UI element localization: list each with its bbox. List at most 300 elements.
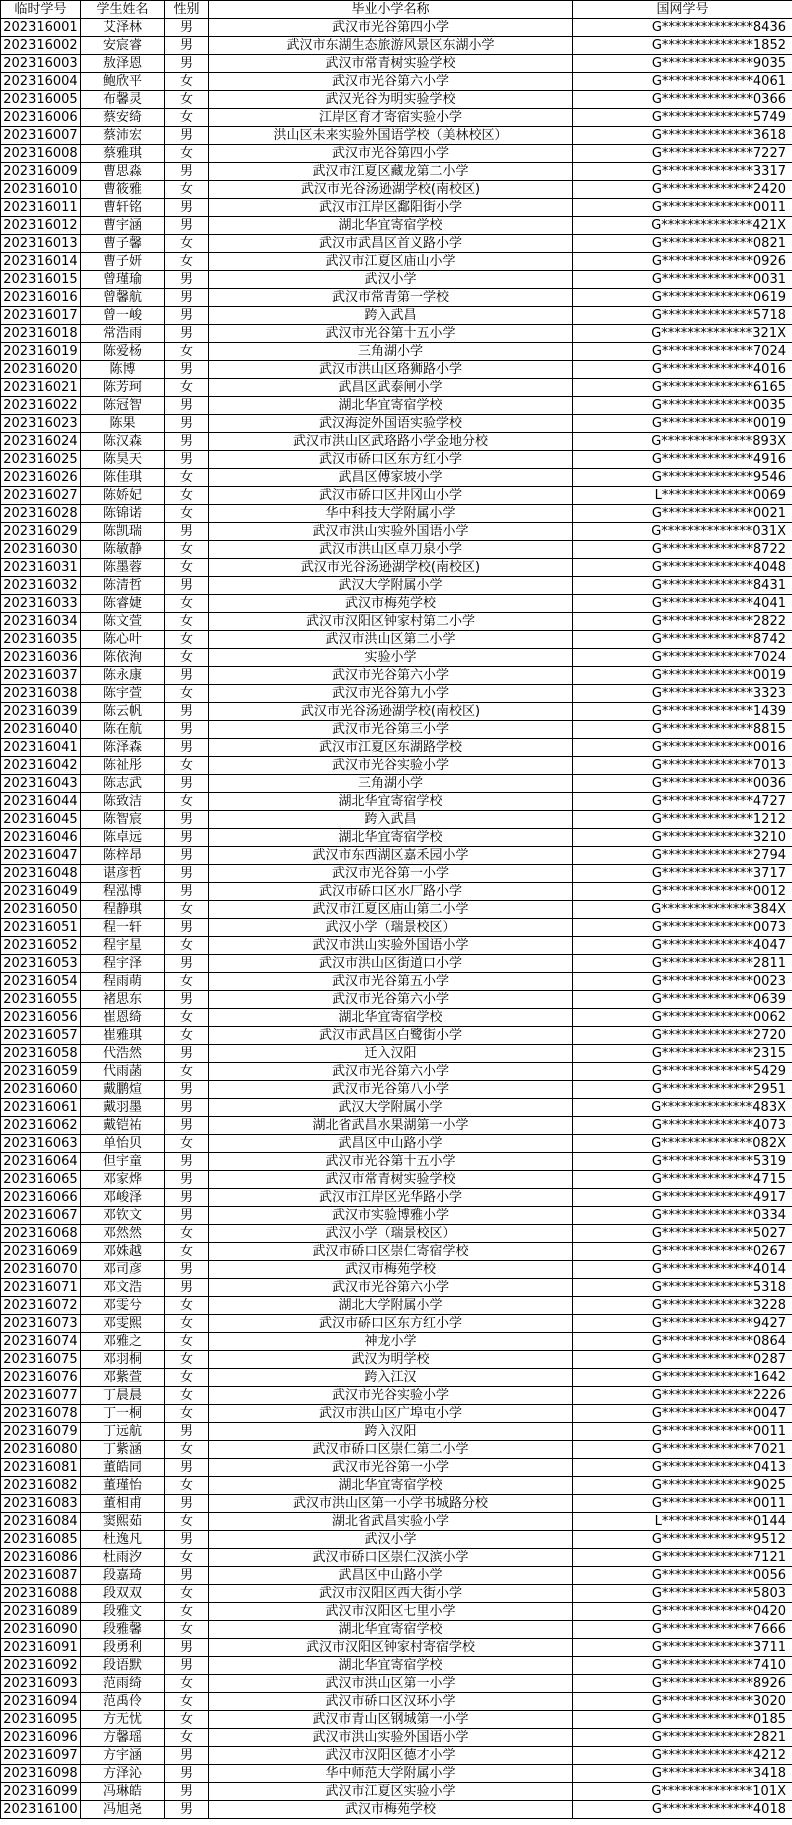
cell-temp-id: 202316013 [1,235,81,253]
cell-gender: 男 [165,721,209,739]
table-row [1,505,792,523]
cell-temp-id: 202316020 [1,361,81,379]
cell-primary-school: 武汉市江夏区庙山第二小学 [209,901,573,919]
table-row [1,1279,792,1297]
cell-national-id: G**************0035 [573,397,792,415]
cell-national-id: G**************0011 [573,199,792,217]
cell-national-id: G**************4073 [573,1117,792,1135]
cell-student-name: 陈依洵 [81,649,165,667]
cell-temp-id: 202316048 [1,865,81,883]
cell-gender: 男 [165,1153,209,1171]
cell-national-id: G**************3418 [573,1765,792,1783]
cell-gender: 男 [165,199,209,217]
cell-national-id: G**************9546 [573,469,792,487]
cell-gender: 男 [165,1783,209,1801]
table-row [1,199,792,217]
cell-student-name: 陈昊天 [81,451,165,469]
cell-gender: 女 [165,973,209,991]
cell-primary-school: 武汉市光谷第三小学 [209,721,573,739]
cell-primary-school: 武汉市汉阳区德才小学 [209,1747,573,1765]
cell-gender: 男 [165,847,209,865]
cell-gender: 女 [165,1225,209,1243]
cell-temp-id: 202316036 [1,649,81,667]
cell-primary-school: 湖北华宜寄宿学校 [209,1657,573,1675]
cell-national-id: G**************0047 [573,1405,792,1423]
cell-gender: 男 [165,667,209,685]
cell-gender: 女 [165,235,209,253]
cell-temp-id: 202316061 [1,1099,81,1117]
cell-student-name: 陈泽森 [81,739,165,757]
cell-student-name: 窦熙茹 [81,1513,165,1531]
cell-student-name: 陈敏静 [81,541,165,559]
cell-primary-school: 武汉市硚口区汉环小学 [209,1693,573,1711]
cell-student-name: 蔡沛宏 [81,127,165,145]
table-row [1,739,792,757]
table-row [1,1441,792,1459]
table-row [1,937,792,955]
cell-primary-school: 武汉市梅苑学校 [209,1261,573,1279]
cell-primary-school: 跨入武昌 [209,307,573,325]
cell-student-name: 陈佳琪 [81,469,165,487]
cell-primary-school: 三角湖小学 [209,775,573,793]
cell-national-id: G**************2951 [573,1081,792,1099]
cell-student-name: 代雨菡 [81,1063,165,1081]
cell-gender: 女 [165,1297,209,1315]
table-row [1,1045,792,1063]
cell-national-id: G**************0056 [573,1567,792,1585]
cell-student-name: 陈果 [81,415,165,433]
cell-national-id: G**************0019 [573,415,792,433]
cell-primary-school: 武汉市洪山区广埠屯小学 [209,1405,573,1423]
cell-student-name: 丁远航 [81,1423,165,1441]
cell-primary-school: 跨入武昌 [209,811,573,829]
cell-temp-id: 202316032 [1,577,81,595]
table-row [1,703,792,721]
cell-student-name: 邓司彦 [81,1261,165,1279]
cell-temp-id: 202316097 [1,1747,81,1765]
cell-gender: 女 [165,559,209,577]
cell-primary-school: 武汉市江岸区光华路小学 [209,1189,573,1207]
cell-student-name: 段雅文 [81,1603,165,1621]
cell-primary-school: 武汉市硚口区崇仁寄宿学校 [209,1243,573,1261]
table-row [1,865,792,883]
cell-gender: 男 [165,1567,209,1585]
table-row [1,361,792,379]
cell-gender: 男 [165,1207,209,1225]
cell-gender: 男 [165,1639,209,1657]
cell-student-name: 冯琳皓 [81,1783,165,1801]
cell-gender: 女 [165,1729,209,1747]
cell-temp-id: 202316052 [1,937,81,955]
cell-student-name: 陈梓昂 [81,847,165,865]
cell-gender: 男 [165,703,209,721]
cell-national-id: G**************4041 [573,595,792,613]
cell-student-name: 丁晨晨 [81,1387,165,1405]
cell-national-id: G**************4917 [573,1189,792,1207]
table-row [1,1117,792,1135]
cell-national-id: G**************1852 [573,37,792,55]
cell-primary-school: 武汉市光谷第六小学 [209,1063,573,1081]
cell-student-name: 邓钦文 [81,1207,165,1225]
cell-gender: 男 [165,919,209,937]
cell-student-name: 敖泽恩 [81,55,165,73]
cell-student-name: 冯旭尧 [81,1801,165,1819]
cell-gender: 女 [165,487,209,505]
table-row [1,1585,792,1603]
cell-national-id: G**************0821 [573,235,792,253]
cell-temp-id: 202316026 [1,469,81,487]
cell-student-name: 方泽沁 [81,1765,165,1783]
cell-gender: 女 [165,181,209,199]
cell-temp-id: 202316002 [1,37,81,55]
cell-temp-id: 202316018 [1,325,81,343]
cell-primary-school: 武汉市东湖生态旅游风景区东湖小学 [209,37,573,55]
cell-national-id: G**************483X [573,1099,792,1117]
cell-primary-school: 武汉市常青树实验学校 [209,55,573,73]
cell-temp-id: 202316060 [1,1081,81,1099]
cell-gender: 男 [165,19,209,37]
cell-temp-id: 202316021 [1,379,81,397]
cell-student-name: 邓家烨 [81,1171,165,1189]
cell-gender: 男 [165,37,209,55]
table-row [1,631,792,649]
cell-primary-school: 武汉市江夏区庙山小学 [209,253,573,271]
cell-student-name: 曾瑾瑜 [81,271,165,289]
cell-primary-school: 武汉市洪山区第一小学书城路分校 [209,1495,573,1513]
cell-national-id: G**************2822 [573,613,792,631]
cell-student-name: 段嘉琦 [81,1567,165,1585]
cell-student-name: 段语默 [81,1657,165,1675]
cell-primary-school: 湖北华宜寄宿学校 [209,829,573,847]
cell-student-name: 邓文浩 [81,1279,165,1297]
header-national-id: 国网学号 [573,1,792,19]
cell-temp-id: 202316068 [1,1225,81,1243]
table-row [1,1657,792,1675]
cell-student-name: 陈凯瑞 [81,523,165,541]
table-row [1,1171,792,1189]
cell-gender: 男 [165,163,209,181]
cell-student-name: 安宸睿 [81,37,165,55]
cell-national-id: G**************7121 [573,1549,792,1567]
cell-temp-id: 202316030 [1,541,81,559]
table-row [1,1693,792,1711]
cell-student-name: 谌彦哲 [81,865,165,883]
cell-gender: 女 [165,1711,209,1729]
cell-primary-school: 武汉市洪山实验外国语小学 [209,937,573,955]
cell-temp-id: 202316090 [1,1621,81,1639]
cell-temp-id: 202316053 [1,955,81,973]
cell-national-id: G**************0019 [573,667,792,685]
cell-student-name: 鲍欣平 [81,73,165,91]
cell-student-name: 艾泽林 [81,19,165,37]
cell-primary-school: 武汉光谷为明实验学校 [209,91,573,109]
cell-primary-school: 湖北省武昌实验小学 [209,1513,573,1531]
cell-primary-school: 武汉市硚口区崇仁汉滨小学 [209,1549,573,1567]
cell-national-id: G**************0012 [573,883,792,901]
cell-gender: 男 [165,451,209,469]
cell-gender: 男 [165,217,209,235]
cell-primary-school: 武汉市梅苑学校 [209,1801,573,1819]
cell-primary-school: 武汉市汉阳区西大街小学 [209,1585,573,1603]
cell-temp-id: 202316071 [1,1279,81,1297]
cell-student-name: 程雨萌 [81,973,165,991]
table-row [1,109,792,127]
cell-primary-school: 湖北华宜寄宿学校 [209,217,573,235]
cell-temp-id: 202316010 [1,181,81,199]
cell-primary-school: 武汉市洪山区珞狮路小学 [209,361,573,379]
cell-gender: 女 [165,253,209,271]
cell-temp-id: 202316055 [1,991,81,1009]
cell-temp-id: 202316024 [1,433,81,451]
cell-primary-school: 湖北省武昌水果湖第一小学 [209,1117,573,1135]
cell-gender: 男 [165,1279,209,1297]
cell-student-name: 陈娇妃 [81,487,165,505]
cell-temp-id: 202316058 [1,1045,81,1063]
cell-national-id: G**************2720 [573,1027,792,1045]
cell-national-id: G**************0073 [573,919,792,937]
table-row [1,1225,792,1243]
table-row [1,1801,792,1819]
cell-student-name: 戴铠祐 [81,1117,165,1135]
cell-primary-school: 武汉市洪山区街道口小学 [209,955,573,973]
cell-temp-id: 202316016 [1,289,81,307]
cell-national-id: G**************1439 [573,703,792,721]
cell-primary-school: 江岸区育才寄宿实验小学 [209,109,573,127]
cell-national-id: G**************4212 [573,1747,792,1765]
table-row [1,1729,792,1747]
cell-student-name: 单怡贝 [81,1135,165,1153]
cell-temp-id: 202316015 [1,271,81,289]
cell-temp-id: 202316007 [1,127,81,145]
cell-gender: 女 [165,505,209,523]
cell-primary-school: 武汉市汉阳区钟家村寄宿学校 [209,1639,573,1657]
cell-gender: 女 [165,1549,209,1567]
table-row [1,1459,792,1477]
cell-student-name: 陈志武 [81,775,165,793]
table-row [1,1009,792,1027]
cell-temp-id: 202316042 [1,757,81,775]
table-row [1,1783,792,1801]
cell-gender: 女 [165,541,209,559]
cell-temp-id: 202316028 [1,505,81,523]
cell-student-name: 布馨灵 [81,91,165,109]
cell-student-name: 段勇利 [81,1639,165,1657]
cell-student-name: 程泓博 [81,883,165,901]
cell-temp-id: 202316038 [1,685,81,703]
cell-national-id: G**************4727 [573,793,792,811]
cell-national-id: G**************2420 [573,181,792,199]
cell-gender: 男 [165,739,209,757]
table-row [1,217,792,235]
cell-primary-school: 跨入汉阳 [209,1423,573,1441]
cell-temp-id: 202316008 [1,145,81,163]
cell-student-name: 丁一桐 [81,1405,165,1423]
cell-student-name: 崔雅琪 [81,1027,165,1045]
cell-student-name: 范雨绮 [81,1675,165,1693]
cell-gender: 男 [165,1495,209,1513]
cell-gender: 男 [165,1045,209,1063]
cell-primary-school: 武汉市洪山区第二小学 [209,631,573,649]
cell-gender: 男 [165,397,209,415]
cell-national-id: G**************082X [573,1135,792,1153]
cell-primary-school: 武汉小学 [209,271,573,289]
cell-primary-school: 武汉市江夏区藏龙第二小学 [209,163,573,181]
cell-gender: 男 [165,325,209,343]
cell-student-name: 邓紫萱 [81,1369,165,1387]
cell-temp-id: 202316070 [1,1261,81,1279]
table-row [1,469,792,487]
cell-primary-school: 神龙小学 [209,1333,573,1351]
cell-temp-id: 202316023 [1,415,81,433]
cell-primary-school: 武汉市洪山实验外国语小学 [209,523,573,541]
cell-student-name: 褚思东 [81,991,165,1009]
cell-primary-school: 武汉市光谷第十五小学 [209,325,573,343]
cell-primary-school: 武汉市实验博雅小学 [209,1207,573,1225]
header-temp-id: 临时学号 [1,1,81,19]
table-row [1,955,792,973]
cell-gender: 男 [165,775,209,793]
cell-primary-school: 武汉市光谷汤逊湖学校(南校区) [209,181,573,199]
table-row [1,685,792,703]
cell-temp-id: 202316059 [1,1063,81,1081]
cell-national-id: G**************7024 [573,343,792,361]
cell-national-id: G**************893X [573,433,792,451]
cell-temp-id: 202316079 [1,1423,81,1441]
cell-national-id: G**************0011 [573,1423,792,1441]
table-row [1,1423,792,1441]
cell-primary-school: 武汉市光谷实验小学 [209,757,573,775]
cell-temp-id: 202316054 [1,973,81,991]
cell-primary-school: 实验小学 [209,649,573,667]
cell-national-id: G**************384X [573,901,792,919]
cell-temp-id: 202316083 [1,1495,81,1513]
cell-temp-id: 202316057 [1,1027,81,1045]
cell-student-name: 陈在航 [81,721,165,739]
cell-temp-id: 202316001 [1,19,81,37]
cell-gender: 男 [165,1747,209,1765]
cell-national-id: G**************0016 [573,739,792,757]
cell-temp-id: 202316014 [1,253,81,271]
cell-student-name: 蔡雅琪 [81,145,165,163]
cell-student-name: 陈云帆 [81,703,165,721]
cell-temp-id: 202316066 [1,1189,81,1207]
table-row [1,1387,792,1405]
cell-student-name: 董皓同 [81,1459,165,1477]
table-row [1,523,792,541]
cell-gender: 女 [165,1693,209,1711]
cell-national-id: G**************3228 [573,1297,792,1315]
cell-temp-id: 202316006 [1,109,81,127]
cell-national-id: G**************9512 [573,1531,792,1549]
cell-national-id: G**************0011 [573,1495,792,1513]
table-row [1,577,792,595]
cell-gender: 女 [165,109,209,127]
cell-temp-id: 202316050 [1,901,81,919]
cell-gender: 女 [165,631,209,649]
cell-gender: 女 [165,1513,209,1531]
cell-primary-school: 湖北大学附属小学 [209,1297,573,1315]
cell-primary-school: 武汉市青山区钢城第一小学 [209,1711,573,1729]
table-row [1,793,792,811]
cell-student-name: 陈永康 [81,667,165,685]
cell-national-id: G**************0031 [573,271,792,289]
cell-national-id: G**************8742 [573,631,792,649]
table-row [1,289,792,307]
cell-temp-id: 202316062 [1,1117,81,1135]
table-row [1,1567,792,1585]
cell-primary-school: 华中科技大学附属小学 [209,505,573,523]
table-row [1,1495,792,1513]
cell-temp-id: 202316065 [1,1171,81,1189]
cell-gender: 女 [165,1675,209,1693]
cell-student-name: 邓峻泽 [81,1189,165,1207]
cell-temp-id: 202316022 [1,397,81,415]
cell-national-id: G**************5718 [573,307,792,325]
cell-temp-id: 202316086 [1,1549,81,1567]
cell-student-name: 段雅馨 [81,1621,165,1639]
cell-student-name: 段双双 [81,1585,165,1603]
cell-student-name: 范禹伶 [81,1693,165,1711]
cell-gender: 女 [165,145,209,163]
cell-national-id: G**************8815 [573,721,792,739]
table-row [1,1297,792,1315]
cell-gender: 男 [165,955,209,973]
table-row [1,325,792,343]
cell-student-name: 陈墨蓉 [81,559,165,577]
cell-student-name: 程宇星 [81,937,165,955]
header-gender: 性别 [165,1,209,19]
cell-student-name: 戴鹏煊 [81,1081,165,1099]
table-row [1,919,792,937]
cell-gender: 女 [165,901,209,919]
table-row [1,1711,792,1729]
table-row [1,1477,792,1495]
cell-temp-id: 202316087 [1,1567,81,1585]
cell-temp-id: 202316040 [1,721,81,739]
cell-student-name: 邓雯兮 [81,1297,165,1315]
cell-temp-id: 202316091 [1,1639,81,1657]
cell-temp-id: 202316005 [1,91,81,109]
cell-temp-id: 202316044 [1,793,81,811]
table-row [1,775,792,793]
cell-gender: 男 [165,1189,209,1207]
cell-student-name: 曹轩铭 [81,199,165,217]
cell-temp-id: 202316045 [1,811,81,829]
cell-national-id: G**************9427 [573,1315,792,1333]
table-row [1,271,792,289]
cell-primary-school: 武昌区武泰闸小学 [209,379,573,397]
cell-gender: 男 [165,1171,209,1189]
cell-national-id: G**************0023 [573,973,792,991]
cell-national-id: L**************0144 [573,1513,792,1531]
cell-temp-id: 202316056 [1,1009,81,1027]
cell-student-name: 陈祉彤 [81,757,165,775]
cell-student-name: 陈心叶 [81,631,165,649]
cell-gender: 女 [165,1315,209,1333]
cell-national-id: G**************5318 [573,1279,792,1297]
cell-national-id: G**************5027 [573,1225,792,1243]
cell-student-name: 程宇泽 [81,955,165,973]
cell-gender: 男 [165,127,209,145]
cell-gender: 女 [165,1027,209,1045]
cell-primary-school: 武汉市光谷第六小学 [209,667,573,685]
cell-gender: 女 [165,613,209,631]
cell-temp-id: 202316078 [1,1405,81,1423]
cell-gender: 男 [165,1657,209,1675]
cell-gender: 女 [165,1063,209,1081]
cell-temp-id: 202316098 [1,1765,81,1783]
table-row [1,973,792,991]
